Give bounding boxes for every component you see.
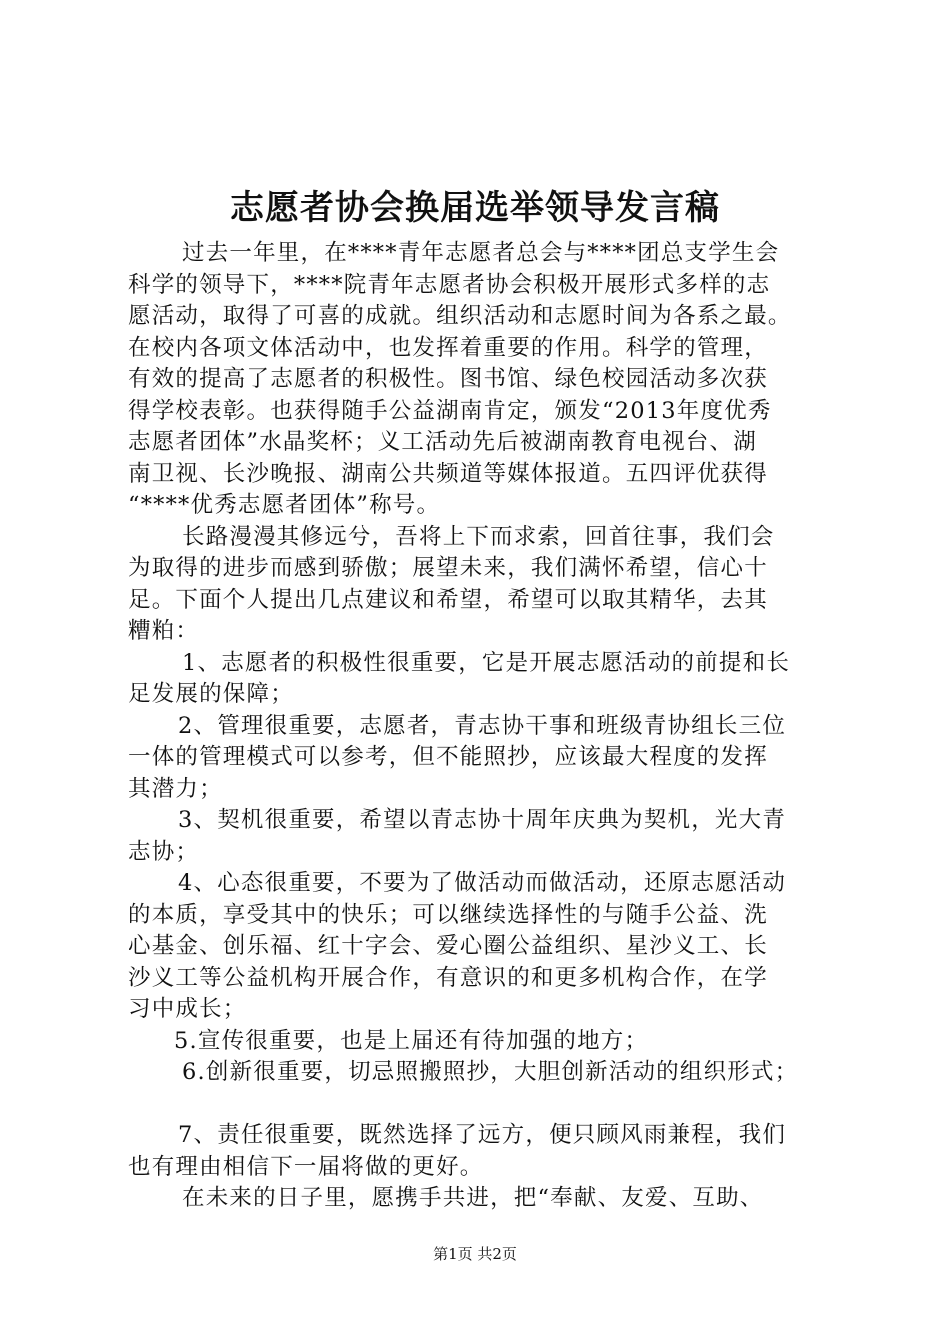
text-line: 足。下面个人提出几点建议和希望，希望可以取其精华，去其	[128, 586, 768, 613]
text-line: 1、志愿者的积极性很重要，它是开展志愿活动的前提和长	[182, 649, 791, 676]
paragraph-outlook	[128, 522, 850, 648]
text-line: 3、契机很重要，希望以青志协十周年庆典为契机，光大青	[178, 807, 787, 833]
suggestion-item-6	[128, 1057, 850, 1089]
suggestion-item-4	[128, 868, 850, 1026]
text-line: 为取得的进步而感到骄傲；展望未来，我们满怀希望，信心十	[128, 555, 768, 581]
text-line: 糟粕：	[128, 618, 200, 644]
text-line: 6.创新很重要，切忌照搬照抄，大胆创新活动的组织形式；	[182, 1059, 799, 1085]
text-line: 2、管理很重要，志愿者，青志协干事和班级青协组长三位	[178, 712, 787, 739]
text-line: 也有理由相信下一届将做的更好。	[128, 1153, 484, 1180]
text-line: 过去一年里，在****青年志愿者总会与****团总支学生会	[182, 240, 780, 266]
text-line: 5.宣传很重要，也是上届还有待加强的地方；	[174, 1027, 649, 1054]
text-line: 足发展的保障；	[128, 681, 294, 707]
text-line: 其潜力；	[128, 775, 223, 802]
text-line: 有效的提高了志愿者的积极性。图书馆、绿色校园活动多次获	[128, 366, 768, 392]
paragraph-closing	[128, 1183, 850, 1215]
text-line: 得学校表彰。也获得随手公益湖南肯定，颁发“2013年度优秀	[128, 397, 772, 424]
text-line: 在校内各项文体活动中，也发挥着重要的作用。科学的管理，	[128, 334, 768, 361]
text-line: 沙义工等公益机构开展合作，有意识的和更多机构合作，在学	[128, 964, 768, 991]
document-body	[128, 238, 850, 1215]
text-line: 心基金、创乐福、红十字会、爱心圈公益组织、星沙义工、长	[128, 933, 768, 959]
suggestion-item-5	[128, 1026, 850, 1058]
text-line: “****优秀志愿者团体”称号。	[128, 492, 441, 518]
suggestion-item-1	[128, 648, 850, 711]
suggestion-item-2	[128, 711, 850, 806]
text-line: 南卫视、长沙晚报、湖南公共频道等媒体报道。五四评优获得	[128, 460, 768, 487]
suggestion-item-3	[128, 805, 850, 868]
text-line: 一体的管理模式可以参考，但不能照抄，应该最大程度的发挥	[128, 744, 768, 770]
text-line: 志愿者团体”水晶奖杯；义工活动先后被湖南教育电视台、湖	[128, 429, 757, 455]
text-line: 7、责任很重要，既然选择了远方，便只顾风雨兼程，我们	[178, 1122, 787, 1148]
text-line: 习中成长；	[128, 996, 247, 1022]
text-line: 科学的领导下，****院青年志愿者协会积极开展形式多样的志	[128, 271, 771, 298]
text-line: 的本质，享受其中的快乐；可以继续选择性的与随手公益、洗	[128, 901, 768, 928]
page-number-footer: 第1页 共2页	[433, 1245, 517, 1263]
text-line: 长路漫漫其修远兮，吾将上下而求索，回首往事，我们会	[182, 523, 775, 550]
text-line: 在未来的日子里，愿携手共进，把“奉献、友爱、互助、	[182, 1185, 764, 1211]
blank-line	[128, 1089, 850, 1121]
text-line: 愿活动，取得了可喜的成就。组织活动和志愿时间为各系之最。	[128, 303, 792, 329]
suggestion-item-7	[128, 1120, 850, 1183]
document-title: 志愿者协会换届选举领导发言稿	[230, 188, 720, 228]
text-line: 4、心态很重要，不要为了做活动而做活动，还原志愿活动	[178, 870, 787, 896]
paragraph-intro	[128, 238, 850, 522]
text-line: 志协；	[128, 838, 200, 865]
